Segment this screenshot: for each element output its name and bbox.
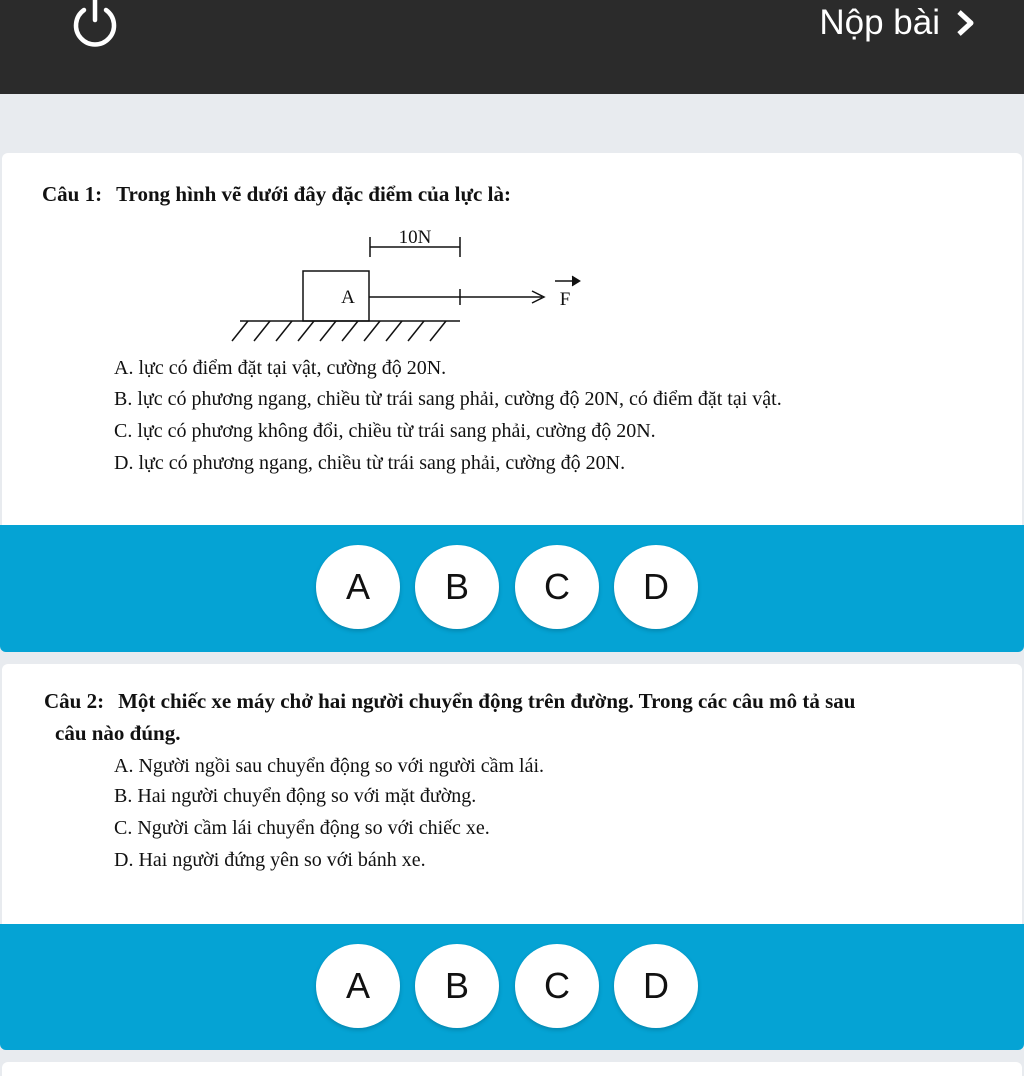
option-c: C. lực có phương không đổi, chiều từ trái sang phải, cường độ 20N. (114, 420, 656, 442)
chevron-right-icon (954, 8, 976, 38)
answer-button-d[interactable]: D (614, 545, 698, 629)
question-number: Câu 1: (42, 182, 103, 206)
question-text: Trong hình vẽ dưới đây đặc điểm của lực là: (116, 182, 511, 206)
answer-button-a[interactable]: A (316, 944, 400, 1028)
question-title (42, 179, 511, 209)
question-text: Một chiếc xe máy chở hai người chuyển động trên đường. Trong các câu mô tả sau (118, 689, 856, 713)
answer-button-a[interactable]: A (316, 545, 400, 629)
answer-button-c[interactable]: C (515, 944, 599, 1028)
option-a: A. lực có điểm đặt tại vật, cường độ 20N. (114, 357, 447, 379)
option-a: A. Người ngồi sau chuyển động so với người cầm lái. (114, 755, 545, 777)
submit-label: Nộp bài (819, 3, 940, 42)
block-a (303, 271, 369, 321)
option-b: B. lực có phương ngang, chiều từ trái sang phải, cường độ 20N, có điểm đặt tại vật. (114, 388, 782, 410)
force-diagram (224, 227, 594, 343)
ground-hatch (232, 321, 446, 341)
answer-button-c[interactable]: C (515, 545, 599, 629)
option-b: B. Hai người chuyển động so với mặt đường. (114, 785, 477, 807)
question-card-2 (2, 664, 1022, 924)
power-icon[interactable] (68, 0, 122, 48)
submit-button[interactable] (819, 0, 976, 46)
question-title (44, 686, 855, 716)
answer-button-b[interactable]: B (415, 545, 499, 629)
answer-button-b[interactable]: B (415, 944, 499, 1028)
answer-bar-2 (0, 924, 1024, 1050)
question-number: Câu 2: (44, 689, 105, 713)
option-d: D. Hai người đứng yên so với bánh xe. (114, 849, 426, 871)
question-card-1 (2, 153, 1022, 525)
option-d: D. lực có phương ngang, chiều từ trái sang phải, cường độ 20N. (114, 452, 626, 474)
block-label: A (341, 287, 355, 308)
scale-label: 10N (398, 227, 432, 248)
option-c: C. Người cầm lái chuyển động so với chiếc xe. (114, 817, 490, 839)
question-text-line2: câu nào đúng. (55, 721, 181, 745)
question-card-3 (2, 1062, 1022, 1076)
answer-bar-1 (0, 525, 1024, 652)
answer-button-d[interactable]: D (614, 944, 698, 1028)
vector-label: F (559, 289, 571, 310)
vector-bar-head (572, 276, 580, 286)
top-bar (0, 0, 1024, 94)
